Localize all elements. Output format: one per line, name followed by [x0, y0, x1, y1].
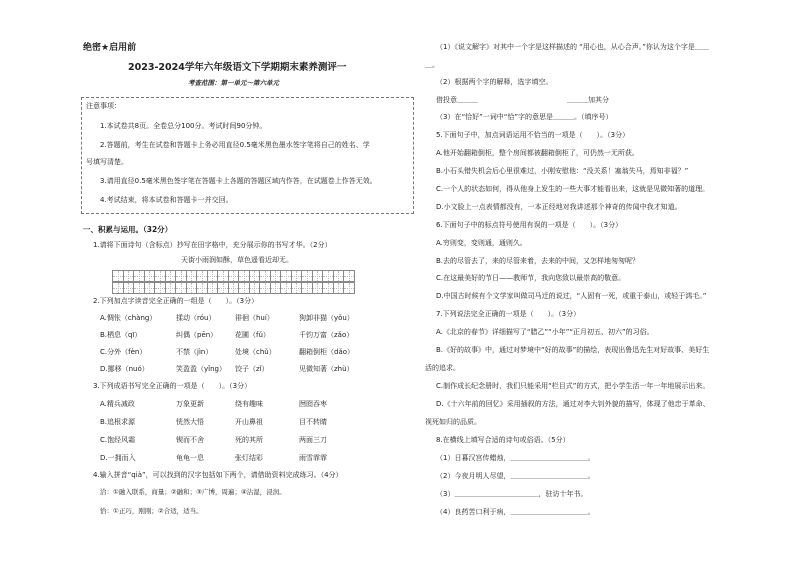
text-line: （2）根据两个字的解释，选字填空。	[436, 78, 553, 86]
notice-item: 1.本试卷共8页。全卷总分100分。考试时间90分钟。	[100, 122, 267, 130]
option: D.一拥而入	[100, 454, 136, 462]
option: 万象更新	[176, 400, 204, 408]
option: 揉动（róu）	[176, 314, 216, 322]
option: C.一个人的状态如何，得从他身上发生的一些大事才能看出来，这就是见微知著的道理。	[436, 185, 710, 193]
option: 龟龟一息	[176, 454, 204, 462]
option: A.精兵减政	[100, 400, 135, 408]
exam-scope: 考查范围：第一单元～第六单元	[188, 79, 279, 87]
definition-line: 洽：①融入联系，商量；②融和；③广博，周遍；④沾湿，浸润。	[100, 488, 286, 496]
question-3: 3.下列成语书写完全正确的一项是（ ）。（3分）	[93, 382, 252, 390]
option: C.在这最美好的节日——教师节，我向您致以最崇高的敬意。	[436, 274, 626, 282]
option: D.中国古时候有个文学家叫做司马迁的说过，“人固有一死，或重于泰山，或轻于鸿毛。”	[436, 292, 707, 300]
grid-cell	[343, 270, 355, 282]
option: A.他开始翻箱倒柜，整个房间都被翻箱倒柜了，可仍然一无所获。	[436, 149, 639, 157]
option: 饺子（zǐ）	[235, 365, 269, 373]
fill-blank[interactable]: （3）＿＿＿＿＿＿＿＿＿＿＿＿，驻访十年书。	[436, 490, 588, 498]
question-2: 2.下列加点字读音完全正确的一组是（ ）。（3分）	[93, 297, 259, 305]
option: 囫囵吞枣	[299, 400, 327, 408]
text-line: ＿。	[425, 61, 439, 69]
option: 恍然大悟	[176, 418, 204, 426]
option: 翻箱倒柜（dǎo）	[299, 348, 355, 356]
question-5: 5.下面句子中，加点词语运用不恰当的一项是（ ）。（3分）	[436, 131, 630, 139]
option: 千钧万富（zǎo）	[299, 331, 354, 339]
option: 处境（chǔ）	[235, 348, 276, 356]
fill-blank[interactable]: （2）今夜月明人尽望，＿＿＿＿＿＿＿＿＿＿＿。	[436, 472, 595, 480]
text-line: （1）《说文解字》对其中一个字是这样描述的 “用心也，从心合声。”你认为这个字是＿＿	[436, 43, 709, 51]
option: A.穷则变，变则通，通则久。	[436, 239, 527, 247]
option: 张灯结彩	[235, 454, 263, 462]
notice-item: 3.请用直径0.5毫米黑色签字笔在答题卡上各题的答题区域内作答，在试题卷上作答无效。	[100, 177, 377, 185]
option: 纠偶（pēn）	[176, 331, 218, 339]
option: 不禁（jìn）	[176, 348, 213, 356]
option: B.小石头错失机会后心里很难过，小刚安慰他：“没关系！塞翁失马，焉知非福？”	[436, 167, 689, 175]
option: 两面三刀	[299, 436, 327, 444]
fill-left[interactable]: 借投意＿＿＿	[436, 96, 478, 104]
secret-label: 绝密★启用前	[83, 43, 137, 53]
question-7: 7.下列说法完全正确的一项是（ ）。（3分）	[436, 310, 581, 318]
writing-grid-row-2[interactable]	[112, 282, 354, 294]
option: 雨雪霏霏	[299, 454, 327, 462]
option: 锲而不舍	[176, 436, 204, 444]
fill-blank[interactable]: （4）良药苦口利于病，＿＿＿＿＿＿＿＿＿＿＿。	[436, 508, 595, 516]
option: B.去的尽管去了，来的尽管来着，去来的中间，又怎样地匆匆呢？	[436, 257, 640, 265]
option: C.制作成长纪念册时，我们只能采用“栏目式”的方式，把小学生活一年一年地展示出来。	[436, 382, 710, 390]
option: D.挪移（nuó）	[100, 365, 149, 373]
option: 绕有趣味	[235, 400, 263, 408]
section-heading: 一、积累与运用。（32分）	[83, 225, 173, 234]
option: 开山鼻祖	[235, 418, 263, 426]
option: 狗卸非猫（yǒu）	[299, 314, 354, 322]
option-cont: 活的追求。	[425, 364, 460, 372]
option: B.追根求源	[100, 418, 136, 426]
question-6: 6.下面句子中的标点符号使用有误的一项是（ ）。（3分）	[436, 221, 623, 229]
option: B.栖息（qī）	[100, 331, 142, 339]
option: A.《北京的春节》详细描写了“腊乙”“小年”“正月初五、初六”的习俗。	[436, 328, 654, 336]
exam-title: 2023-2024学年六年级语文下学期期末素养测评一	[128, 62, 347, 73]
option: 笑盈盈（yǐng）	[176, 365, 226, 373]
fill-blank[interactable]: （1）日暮汉宫传蜡烛，＿＿＿＿＿＿＿＿＿＿＿。	[436, 454, 595, 462]
option: C.分外（fèn）	[100, 348, 147, 356]
writing-grid-row-1[interactable]	[112, 270, 354, 282]
notice-item: 号填写清楚。	[86, 158, 128, 166]
question-1: 1.请将下面诗句（含标点）抄写在田字格中，充分展示你的书写才华。（2分）	[93, 241, 332, 249]
option: 目不转睛	[299, 418, 327, 426]
text-line: （3）在“恰好”一词中“恰”字的意思是＿＿＿。（填序号）	[436, 113, 613, 121]
option: C.饱经风霜	[100, 436, 136, 444]
option: 花圃（fǔ）	[235, 331, 270, 339]
notice-item: 2.答题前，考生在试卷和答题卡上务必用直径0.5毫米黑色墨水签字笔将自己的姓名、学	[100, 141, 370, 149]
option: D.小文脸上一点表情都没有，一本正经地对我讲述那个神奇的传闻中我才知道。	[436, 203, 682, 211]
definition-line: 恰：①正巧，刚刚；②合适，适当。	[100, 507, 203, 515]
question-8: 8.在横线上填写合适的诗句或俗语。（5分）	[436, 436, 570, 444]
fill-right[interactable]: ＿＿＿加其分	[567, 96, 609, 104]
option: D.《十六年前的回忆》采用插叙的方法，通过对李大钊外貌的描写，体现了他忠于革命、	[436, 400, 710, 408]
option: B.《好的故事》中，通过对梦境中“好的故事”的描绘，表现出鲁迅先生对好故事、美好生	[436, 346, 710, 354]
option: 见微知著（zhù）	[299, 365, 354, 373]
grid-cell	[343, 282, 355, 294]
option: A.惆怅（chàng）	[100, 314, 157, 322]
option-cont: 视死如归的品质。	[425, 418, 481, 426]
option: 徘徊（huí）	[235, 314, 274, 322]
notice-item: 4.考试结束，将本试卷和答题卡一并交回。	[100, 196, 233, 204]
notice-heading: 注意事项：	[86, 102, 121, 110]
option: 死的其所	[235, 436, 263, 444]
poem-line: 天街小雨润如酥，草色遥看近却无。	[181, 256, 293, 264]
question-4: 4.输入拼音“qià”，可以找到的汉字包括如下两个，请借助资料完成练习。（4分）	[93, 471, 343, 479]
